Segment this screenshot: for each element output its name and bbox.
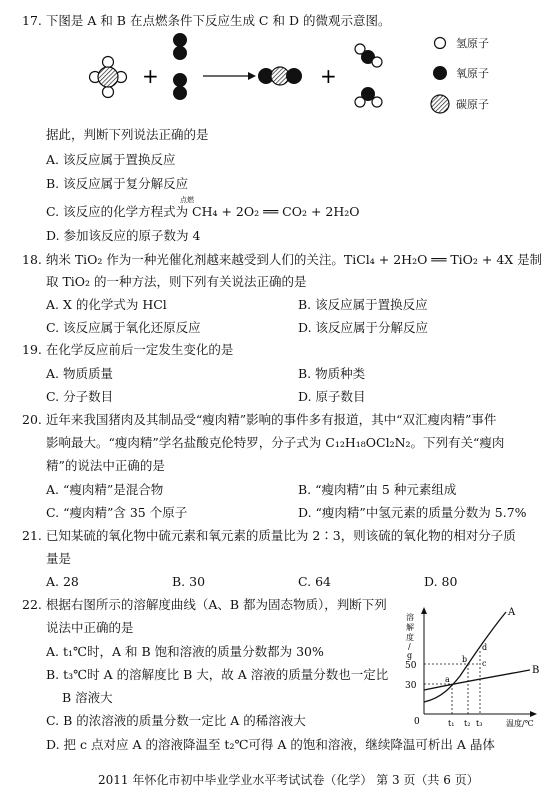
y-label-3: 度 — [406, 633, 414, 642]
q17-option-b: B. 该反应属于复分解反应 — [46, 176, 189, 191]
curve-a-label: A — [508, 607, 516, 618]
curve-b — [424, 670, 530, 690]
y-label-2: 解 — [406, 623, 414, 632]
y-axis-arrow-icon — [421, 607, 427, 614]
plus-sign: + — [142, 64, 159, 88]
x-axis-arrow-icon — [530, 711, 537, 717]
q20-stem-line1: 20. 近年来我国猪肉及其制品受“瘦肉精”影响的事件多有报道，其中“双汇瘦肉精”事件 — [22, 412, 497, 427]
q20-option-a: A. “瘦肉精”是混合物 — [46, 482, 164, 497]
q19-option-d: D. 原子数目 — [298, 389, 366, 404]
arrow-head — [248, 72, 256, 80]
q17-lead: 据此，判断下列说法正确的是 — [46, 127, 209, 142]
q20-option-d: D. “瘦肉精”中氢元素的质量分数为 5.7% — [298, 505, 527, 520]
point-c-label: c — [482, 659, 487, 668]
q19-option-c: C. 分子数目 — [46, 389, 114, 404]
legend-hydrogen: 氢原子 — [456, 37, 489, 50]
q20-option-b: B. “瘦肉精”由 5 种元素组成 — [298, 482, 457, 497]
q22-option-a: A. t₁℃时，A 和 B 饱和溶液的质量分数都为 30% — [46, 644, 324, 659]
solubility-graph — [402, 606, 552, 731]
legend-icons — [430, 36, 450, 116]
q22-option-c: C. B 的浓溶液的质量分数一定比 A 的稀溶液大 — [46, 713, 306, 728]
y-label-1: 溶 — [406, 613, 414, 622]
q22-option-b-cont: B 溶液大 — [62, 690, 113, 705]
q22-option-d: D. 把 c 点对应 A 的溶液降温至 t₂℃可得 A 的饱和溶液，继续降温可析出 A 晶体 — [46, 737, 495, 752]
q21-option-b: B. 30 — [172, 574, 206, 589]
q22-option-b: B. t₃℃时 A 的溶解度比 B 大，故 A 溶液的质量分数也一定比 — [46, 667, 389, 682]
point-d-label: d — [482, 643, 488, 652]
xtick-t2: t₂ — [464, 719, 471, 728]
water-molecules — [355, 44, 382, 107]
q20-stem-line2: 影响最大。“瘦肉精”学名盐酸克伦特罗，分子式为 C₁₂H₁₈OCl₂N₂。下列有关“瘦肉 — [46, 435, 505, 450]
q17-option-a: A. 该反应属于置换反应 — [46, 152, 176, 167]
q22-stem-line2: 说法中正确的是 — [46, 620, 134, 635]
q22-stem-line1: 22. 根据右图所示的溶解度曲线（A、B 都为固态物质），判断下列 — [22, 597, 387, 612]
plus-sign-2: + — [320, 64, 337, 88]
oxygen-molecules — [173, 33, 187, 100]
ytick-30: 30 — [405, 681, 417, 691]
y-label-4: / — [408, 642, 411, 651]
carbon-dioxide-molecule — [258, 67, 302, 85]
q21-option-d: D. 80 — [424, 574, 458, 589]
legend-oxygen: 氧原子 — [456, 67, 489, 80]
q21-stem-line1: 21. 已知某硫的氧化物中硫元素和氧元素的质量比为 2∶3，则该硫的氧化物的相对分子质 — [22, 528, 516, 543]
xtick-t3: t₃ — [476, 719, 483, 728]
y-label-5: g — [407, 651, 413, 660]
curve-b-label: B — [532, 665, 540, 676]
q17-stem: 17. 下图是 A 和 B 在点燃条件下反应生成 C 和 D 的微观示意图。 — [22, 13, 391, 28]
q18-stem-line1: 18. 纳米 TiO₂ 作为一种光催化剂越来越受到人们的关注。TiCl₄ + 2H₂O ══ TiO₂ + 4X 是制 — [22, 252, 543, 267]
origin-label: 0 — [414, 717, 420, 727]
hydrogen-atom-icon — [435, 38, 446, 49]
carbon-atom-icon — [431, 95, 449, 113]
q21-stem-line2: 量是 — [46, 551, 72, 566]
q20-option-c: C. “瘦肉精”含 35 个原子 — [46, 505, 188, 520]
ytick-50: 50 — [405, 661, 417, 671]
reaction-diagram — [85, 32, 415, 124]
q20-stem-line3: 精”的说法中正确的是 — [46, 458, 165, 473]
q19-option-b: B. 物质种类 — [298, 366, 366, 381]
q18-option-d: D. 该反应属于分解反应 — [298, 320, 429, 335]
q19-option-a: A. 物质质量 — [46, 366, 113, 381]
legend-carbon: 碳原子 — [456, 98, 489, 111]
q21-option-a: A. 28 — [46, 574, 79, 589]
xtick-t1: t₁ — [448, 719, 455, 728]
q19-stem: 19. 在化学反应前后一定发生变化的是 — [22, 342, 234, 357]
x-axis-label: 温度/℃ — [506, 719, 534, 728]
oxygen-atom-icon — [433, 66, 447, 80]
q18-option-b: B. 该反应属于置换反应 — [298, 297, 428, 312]
q18-stem-line2: 取 TiO₂ 的一种方法，则下列有关说法正确的是 — [46, 274, 307, 289]
q17-option-d: D. 参加该反应的原子数为 4 — [46, 228, 201, 243]
q18-option-a: A. X 的化学式为 HCl — [46, 297, 167, 312]
point-a-label: a — [445, 675, 450, 684]
methane-molecule — [90, 57, 127, 98]
q21-option-c: C. 64 — [298, 574, 331, 589]
q18-option-c: C. 该反应属于氧化还原反应 — [46, 320, 201, 335]
page-footer: 2011 年怀化市初中毕业学业水平考试试卷（化学） 第 3 页（共 6 页） — [98, 773, 479, 787]
q17-option-c: C. 该反应的化学方程式为 CH₄ + 2O₂ ══ CO₂ + 2H₂O — [46, 204, 360, 219]
guide-lines — [424, 651, 480, 714]
q17-condition: 点燃 — [180, 196, 194, 204]
point-b-label: b — [462, 655, 468, 664]
